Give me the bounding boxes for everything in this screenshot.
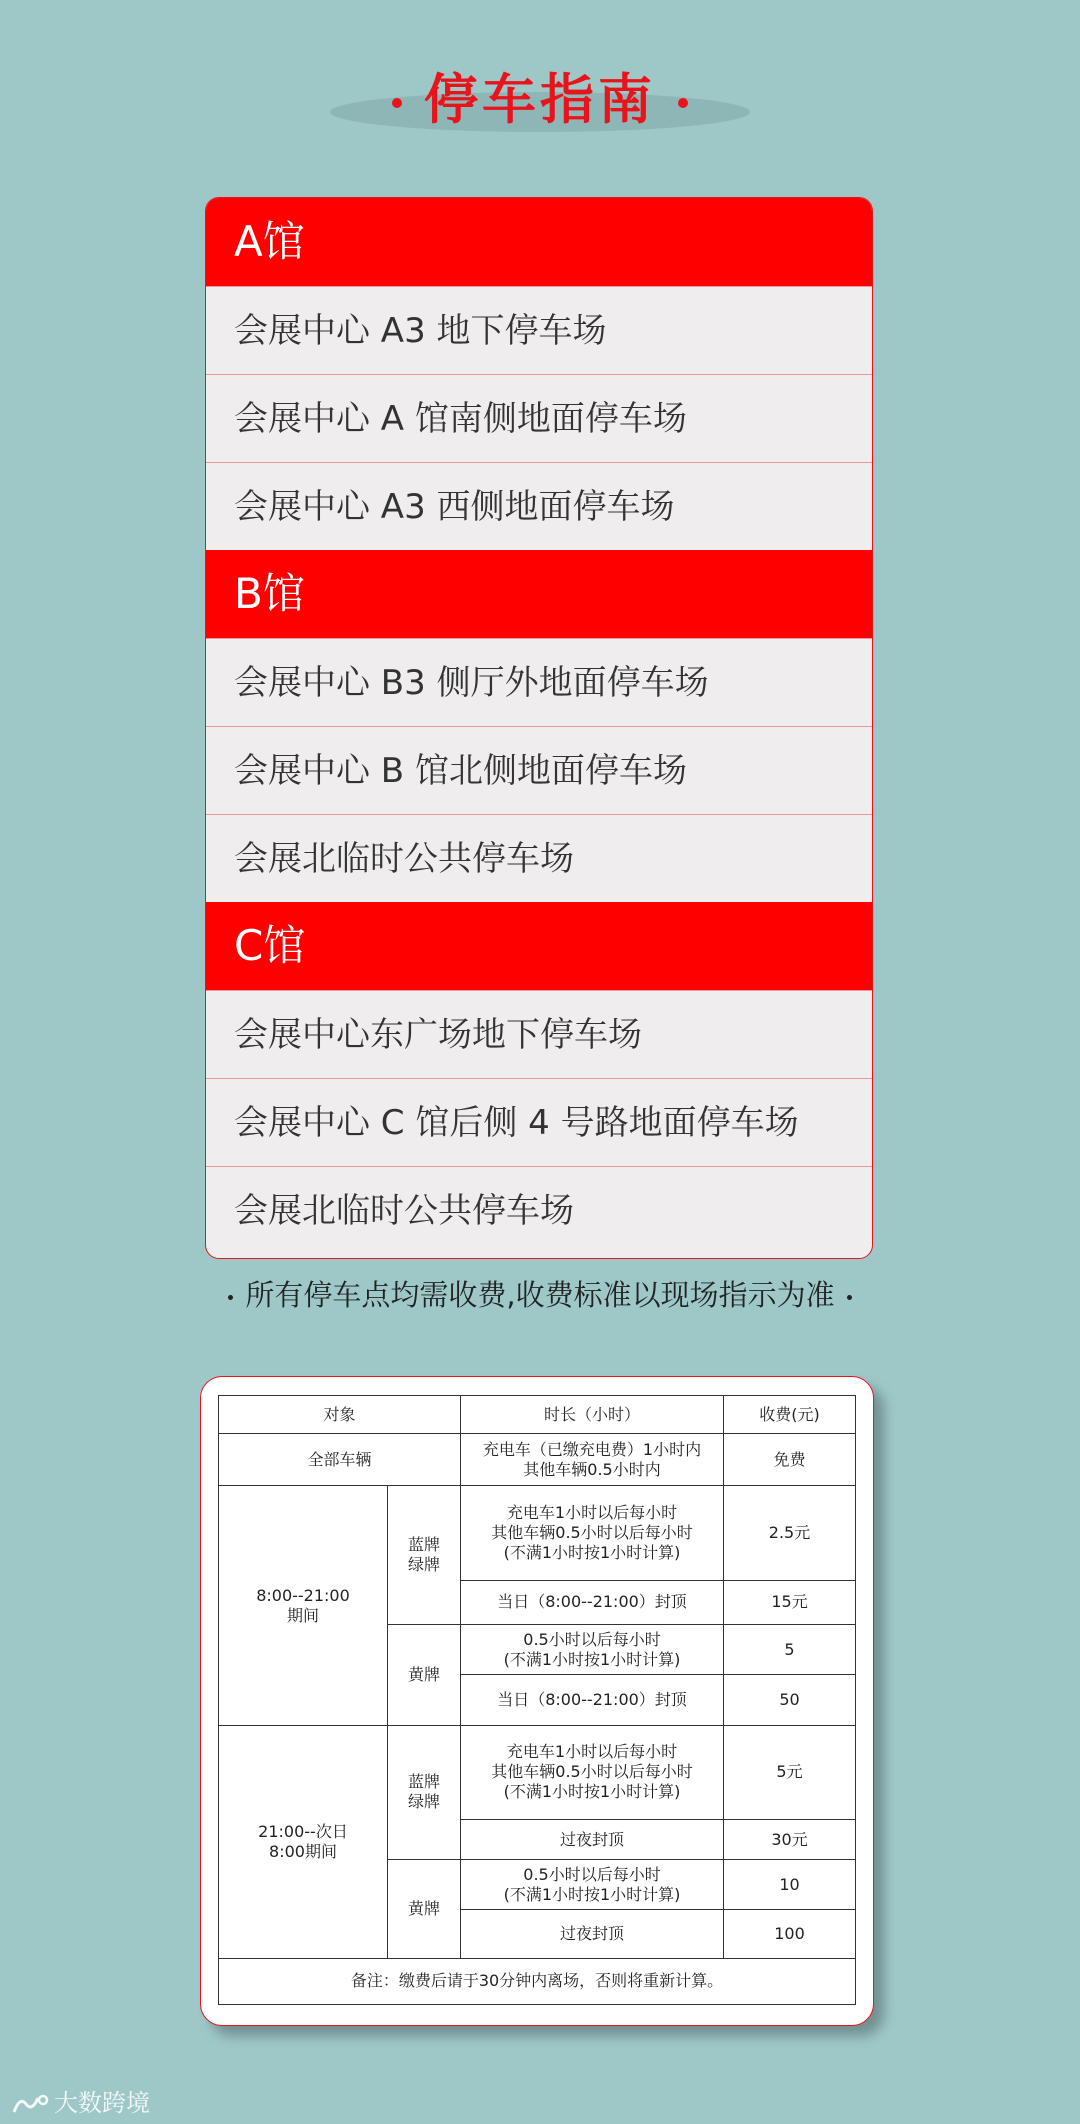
day-blue-green-cap: 当日（8:00--21:00）封顶 [461, 1580, 724, 1624]
hall-header-c: C馆 [206, 902, 872, 990]
day-yellow-rule-fee: 5 [724, 1625, 856, 1675]
parking-lot-item: 会展中心 A3 西侧地面停车场 [206, 462, 872, 550]
table-row [219, 1725, 856, 1819]
table-remark: 备注：缴费后请于30分钟内离场，否则将重新计算。 [219, 1958, 856, 2004]
night-blue-green-cap: 过夜封顶 [461, 1820, 724, 1860]
notice-dot-right [847, 1295, 852, 1300]
day-period: 8:00--21:00 期间 [219, 1486, 388, 1725]
parking-lot-item: 会展中心 B 馆北侧地面停车场 [206, 726, 872, 814]
notice-dot-left [228, 1295, 233, 1300]
table-row [219, 1486, 856, 1580]
all-vehicles-label: 全部车辆 [219, 1434, 461, 1486]
hall-header-a: A馆 [206, 198, 872, 286]
header-object: 对象 [219, 1396, 461, 1434]
hall-header-b: B馆 [206, 550, 872, 638]
fee-table [218, 1395, 856, 2005]
page-title [0, 60, 1080, 140]
day-yellow-rule: 0.5小时以后每小时 (不满1小时按1小时计算) [461, 1625, 724, 1675]
title-area [0, 60, 1080, 140]
parking-lot-item: 会展中心 A 馆南侧地面停车场 [206, 374, 872, 462]
day-yellow-cap: 当日（8:00--21:00）封顶 [461, 1675, 724, 1725]
night-blue-green-rule-fee: 5元 [724, 1725, 856, 1819]
table-row [219, 1396, 856, 1434]
fee-table-card [200, 1376, 874, 2026]
page-title-text: 停车指南 [424, 68, 656, 131]
night-yellow-cap: 过夜封顶 [461, 1910, 724, 1958]
day-blue-green-rule-fee: 2.5元 [724, 1486, 856, 1580]
title-dot-right [678, 98, 688, 108]
watermark-logo-icon [10, 2092, 50, 2116]
night-blue-green-cap-fee: 30元 [724, 1820, 856, 1860]
parking-lot-item: 会展北临时公共停车场 [206, 814, 872, 902]
all-vehicles-duration: 充电车（已缴充电费）1小时内 其他车辆0.5小时内 [461, 1434, 724, 1486]
table-row [219, 1958, 856, 2004]
header-duration: 时长（小时） [461, 1396, 724, 1434]
day-yellow-plate: 黄牌 [388, 1625, 461, 1725]
parking-lot-item: 会展中心 B3 侧厅外地面停车场 [206, 638, 872, 726]
night-yellow-plate: 黄牌 [388, 1860, 461, 1958]
header-fee: 收费(元) [724, 1396, 856, 1434]
night-blue-green-rule: 充电车1小时以后每小时 其他车辆0.5小时以后每小时 (不满1小时按1小时计算) [461, 1725, 724, 1819]
night-yellow-rule: 0.5小时以后每小时 (不满1小时按1小时计算) [461, 1860, 724, 1910]
day-blue-green-plate: 蓝牌 绿牌 [388, 1486, 461, 1625]
day-blue-green-rule: 充电车1小时以后每小时 其他车辆0.5小时以后每小时 (不满1小时按1小时计算) [461, 1486, 724, 1580]
day-yellow-cap-fee: 50 [724, 1675, 856, 1725]
parking-guide-card [205, 197, 873, 1259]
night-yellow-rule-fee: 10 [724, 1860, 856, 1910]
parking-lot-item: 会展北临时公共停车场 [206, 1166, 872, 1254]
table-row [219, 1434, 856, 1486]
night-period: 21:00--次日 8:00期间 [219, 1725, 388, 1958]
night-yellow-cap-fee: 100 [724, 1910, 856, 1958]
day-blue-green-cap-fee: 15元 [724, 1580, 856, 1624]
fee-notice [0, 1270, 1080, 1320]
parking-lot-item: 会展中心 C 馆后侧 4 号路地面停车场 [206, 1078, 872, 1166]
fee-notice-text: 所有停车点均需收费,收费标准以现场指示为准 [245, 1278, 835, 1312]
parking-lot-item: 会展中心东广场地下停车场 [206, 990, 872, 1078]
parking-lot-item: 会展中心 A3 地下停车场 [206, 286, 872, 374]
all-vehicles-fee: 免费 [724, 1434, 856, 1486]
night-blue-green-plate: 蓝牌 绿牌 [388, 1725, 461, 1860]
watermark [10, 2086, 150, 2120]
title-dot-left [392, 98, 402, 108]
watermark-text: 大数跨境 [54, 2089, 150, 2117]
